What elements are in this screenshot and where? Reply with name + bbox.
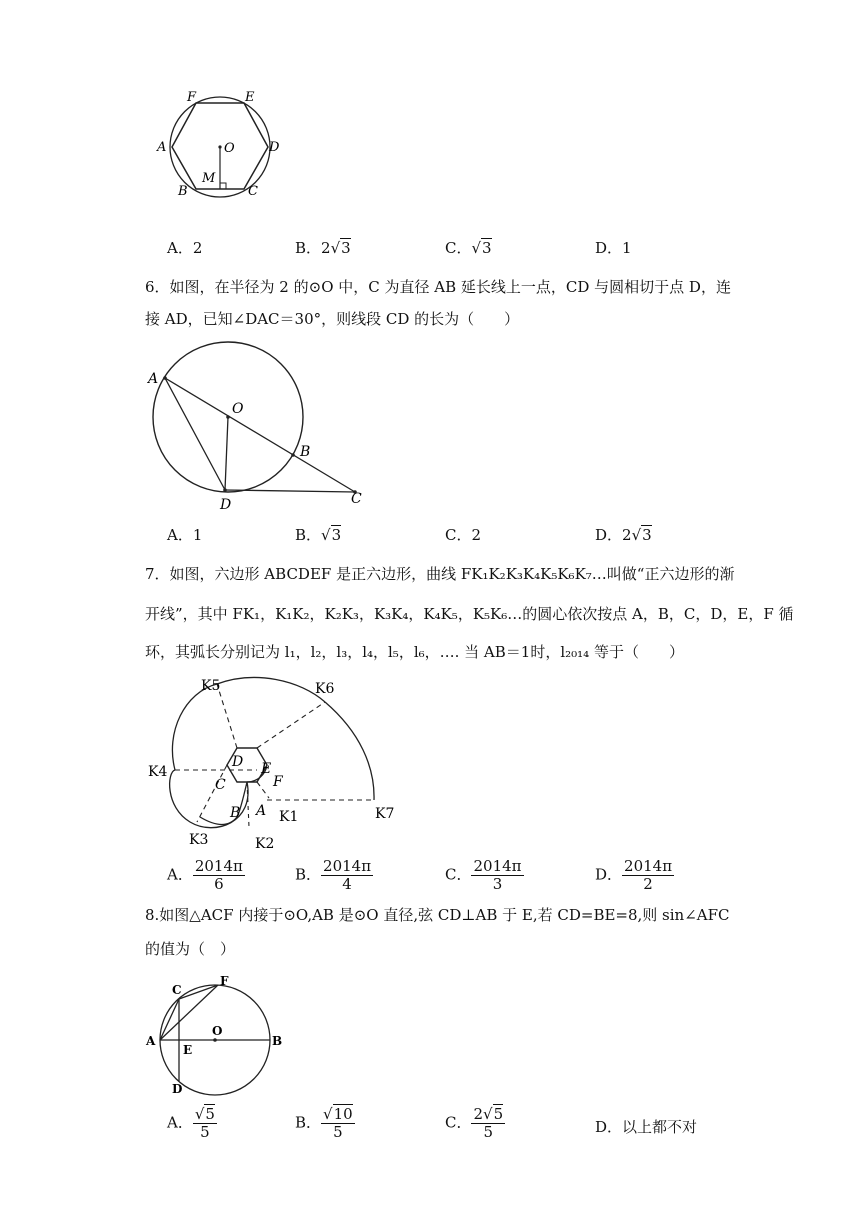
q8-option-c: C． $\frac{2√5}{5}$: [445, 1105, 504, 1141]
q7-label-e: E: [261, 761, 272, 777]
q5-label-f: F: [187, 90, 197, 105]
q5-label-o: O: [224, 141, 235, 156]
q7-label-k2: K2: [255, 836, 275, 852]
q6-option-b: B．√3: [295, 526, 342, 544]
q7-label-c: C: [215, 777, 226, 793]
q5-option-b: B．2√3: [295, 239, 351, 257]
q8-circle-figure: [145, 972, 290, 1097]
q6-label-o: O: [232, 401, 244, 417]
q8-label-b: B: [272, 1034, 283, 1048]
q7-label-k3: K3: [189, 832, 209, 848]
q7-label-k7: K7: [375, 806, 395, 822]
q8-label-c: C: [172, 983, 182, 997]
q7-option-a: A． $\frac{2014\pi}{6}$: [167, 857, 243, 893]
q8-option-b: B． $\frac{√10}{5}$: [295, 1105, 353, 1141]
q6-option-d: D．2√3: [595, 526, 652, 544]
q7-label-b: B: [230, 805, 241, 821]
q7-label-k6: K6: [315, 681, 335, 697]
q8-label-f: F: [220, 974, 229, 988]
q6-label-c: C: [351, 491, 362, 507]
q5-label-a: A: [157, 140, 167, 155]
q7-label-f: F: [273, 774, 283, 790]
q6-option-a: A．1: [167, 526, 203, 544]
q8-option-a: A． $\frac{√5}{5}$: [167, 1105, 215, 1141]
q5-hexagon-figure: [150, 85, 290, 200]
q8-label-o: O: [212, 1024, 223, 1038]
q7-option-b: B． $\frac{2014\pi}{4}$: [295, 857, 372, 893]
q8-label-e: E: [183, 1043, 193, 1057]
q5-label-e: E: [245, 90, 255, 105]
q5-label-m: M: [202, 171, 216, 186]
q7-label-d: D: [232, 754, 244, 770]
q5-option-d: D．1: [595, 239, 632, 257]
q6-option-c: C．2: [445, 526, 482, 544]
q6-stem-line2: 接 AD，已知∠DAC＝30°，则线段 CD 的长为（ ）: [145, 310, 520, 328]
q7-label-k4: K4: [148, 764, 168, 780]
q7-option-d: D． $\frac{2014\pi}{2}$: [595, 857, 673, 893]
q7-stem-line3: 环，其弧长分别记为 l₁，l₂，l₃，l₄，l₅，l₆，…. 当 AB＝1时，l₂₀₁₄ 等于（ ）: [145, 643, 684, 661]
q6-tangent-figure: [140, 335, 380, 515]
q5-label-d: D: [269, 140, 280, 155]
q8-option-d: D．以上都不对: [595, 1118, 698, 1136]
q6-label-b: B: [300, 444, 311, 460]
q5-option-a: A．2: [167, 239, 203, 257]
q7-label-k1: K1: [279, 809, 299, 825]
q5-label-b: B: [178, 184, 188, 199]
q7-option-c: C． $\frac{2014\pi}{3}$: [445, 857, 522, 893]
q5-label-c: C: [248, 184, 258, 199]
q8-label-d: D: [172, 1082, 183, 1096]
q7-label-k5: K5: [201, 678, 221, 694]
q5-option-c: C．√3: [445, 239, 492, 257]
q7-label-a: A: [256, 803, 267, 819]
q6-label-d: D: [220, 497, 232, 513]
q8-stem-line2: 的值为（ ）: [145, 940, 236, 958]
q6-stem-line1: 6．如图，在半径为 2 的⊙O 中，C 为直径 AB 延长线上一点，CD 与圆相切于点 D，连: [145, 278, 731, 296]
q7-stem-line2: 开线”，其中 FK₁，K₁K₂，K₂K₃，K₃K₄，K₄K₅，K₅K₆…的圆心依次按点 A，B，C，D，E，F 循: [145, 605, 794, 623]
q7-stem-line1: 7．如图，六边形 ABCDEF 是正六边形，曲线 FK₁K₂K₃K₄K₅K₆K₇…叫做“正六边形的渐: [145, 565, 735, 583]
q6-label-a: A: [148, 371, 159, 387]
q8-label-a: A: [146, 1034, 156, 1048]
q8-stem-line1: 8.如图△ACF 内接于⊙O,AB 是⊙O 直径,弦 CD⊥AB 于 E,若 CD=BE=8,则 sin∠AFC: [145, 906, 730, 924]
q7-involute-figure: [145, 672, 410, 857]
